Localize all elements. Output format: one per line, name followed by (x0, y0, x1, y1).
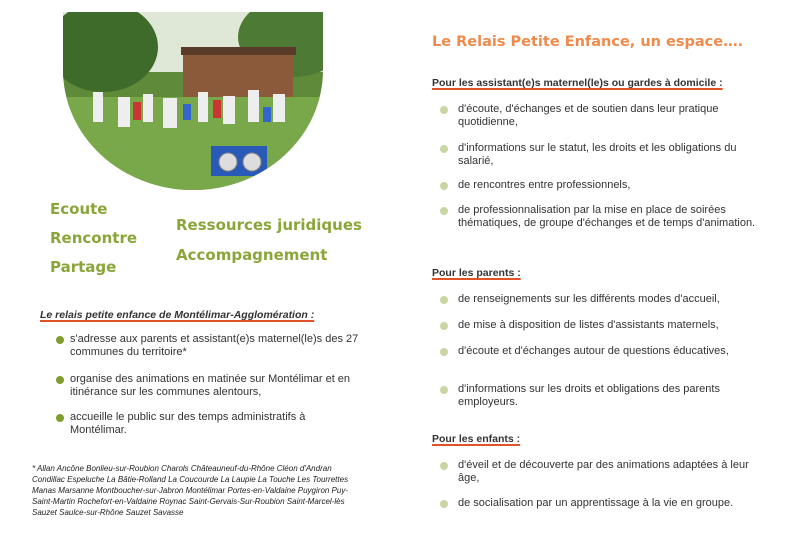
bullet-icon (440, 462, 448, 470)
bullet-icon (440, 106, 448, 114)
list-item: s'adresse aux parents et assistant(e)s maternel(le)s des 27 communes du territoire* (70, 333, 360, 373)
photo-illustration (63, 12, 323, 190)
list-item: organise des animations en matinée sur Montélimar et en itinérance sur les communes alentours, (70, 373, 360, 411)
relais-list (70, 333, 360, 437)
keyword-rencontre: Rencontre (50, 229, 138, 247)
bullet-icon (56, 414, 64, 422)
main-title: Le Relais Petite Enfance, un espace…. (432, 34, 744, 50)
keyword-accompagnement: Accompagnement (176, 246, 328, 264)
bullet-icon (440, 348, 448, 356)
keyword-ressources-juridiques: Ressources juridiques (176, 216, 362, 234)
list-item: d'informations sur les droits et obligations des parents employeurs. (458, 383, 758, 409)
enfants-list (458, 459, 758, 510)
list-item: d'éveil et de découverte par des animations adaptées à leur âge, (458, 459, 758, 497)
list-item: d'écoute et d'échanges autour de questions éducatives, (458, 345, 758, 383)
list-item: de rencontres entre professionnels, (458, 179, 758, 204)
bullet-icon (440, 500, 448, 508)
relais-title: Le relais petite enfance de Montélimar-Agglomération : (40, 309, 315, 321)
list-item: de professionnalisation par la mise en place de soirées thématiques, de groupe d'échanges et de temps d'animation. (458, 204, 758, 230)
bullet-icon (440, 386, 448, 394)
list-item: accueille le public sur des temps administratifs à Montélimar. (70, 411, 360, 437)
bullet-icon (56, 336, 64, 344)
list-item: de mise à disposition de listes d'assistants maternels, (458, 319, 758, 345)
assistants-list (458, 103, 758, 230)
bullet-icon (56, 376, 64, 384)
parents-list (458, 293, 758, 409)
enfants-title: Pour les enfants : (432, 433, 521, 445)
bullet-icon (440, 182, 448, 190)
bullet-icon (440, 207, 448, 215)
list-item: d'informations sur le statut, les droits et les obligations du salarié, (458, 142, 758, 179)
bullet-icon (440, 322, 448, 330)
keyword-ecoute: Ecoute (50, 200, 108, 218)
communes-footnote: * Allan Ancône Bonlieu-sur-Roubion Charols Châteauneuf-du-Rhône Cléon d'Andran Condillac Espeluche La Bâtie-Rolland La Coucourde La Laupie La Touche Les Tourrettes Manas Marsanne Montboucher-sur-Jabron Montélimar Portes-en-Valdaine Puygiron Puy-Saint-Martin Rochefort-en-Valdaine Roynac Saint-Gervais-Sur-Roubion Saint-Marcel-lès Sauzet Saulce-sur-Rhône Sauzet Savasse (32, 464, 349, 517)
assistants-title: Pour les assistant(e)s maternel(le)s ou gardes à domicile : (432, 77, 723, 89)
bullet-icon (440, 145, 448, 153)
keyword-partage: Partage (50, 258, 117, 276)
list-item: de socialisation par un apprentissage à la vie en groupe. (458, 497, 758, 510)
list-item: de renseignements sur les différents modes d'accueil, (458, 293, 758, 319)
list-item: d'écoute, d'échanges et de soutien dans leur pratique quotidienne, (458, 103, 758, 142)
bullet-icon (440, 296, 448, 304)
parents-title: Pour les parents : (432, 267, 521, 279)
group-photo (63, 12, 323, 190)
